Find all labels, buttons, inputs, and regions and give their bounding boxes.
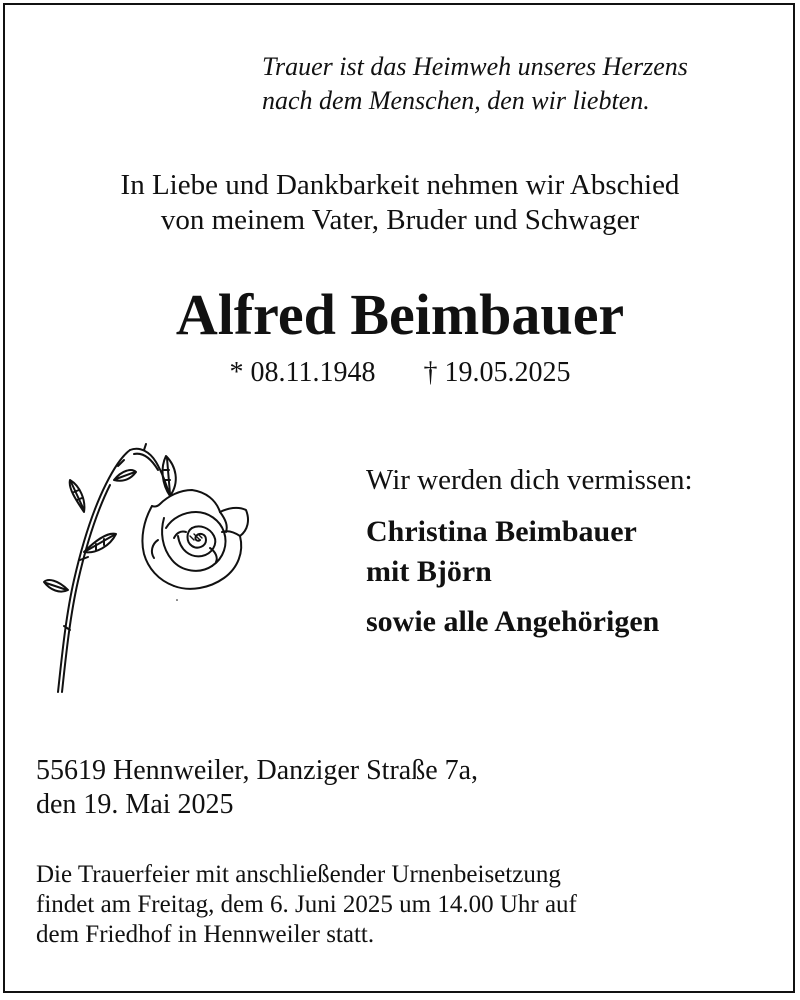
birth-date: * 08.11.1948 xyxy=(229,357,376,388)
ceremony-line-2: findet am Freitag, dem 6. Juni 2025 um 14.00 Uhr auf xyxy=(36,891,577,918)
death-date: † 19.05.2025 xyxy=(423,357,571,388)
address-line: 55619 Hennweiler, Danziger Straße 7a, xyxy=(36,755,479,786)
farewell-intro xyxy=(0,168,800,238)
motto-line-2: nach dem Menschen, den wir liebten. xyxy=(262,86,650,115)
deceased-name: Alfred Beimbauer xyxy=(175,282,625,347)
mourner-relatives: sowie alle Angehörigen xyxy=(366,605,660,638)
intro-line-1: In Liebe und Dankbarkeit nehmen wir Abschied xyxy=(120,169,680,201)
intro-line-2: von meinem Vater, Bruder und Schwager xyxy=(160,204,640,236)
place-date-line: den 19. Mai 2025 xyxy=(36,789,234,820)
motto-quote xyxy=(262,50,772,118)
ceremony-line-1: Die Trauerfeier mit anschließender Urnenbeisetzung xyxy=(36,861,561,888)
mourners-names xyxy=(366,512,786,642)
mourners-block xyxy=(366,462,786,642)
ceremony-line-3: dem Friedhof in Hennweiler statt. xyxy=(36,921,375,948)
ceremony-info xyxy=(36,860,776,950)
life-dates xyxy=(0,356,800,390)
mourner-companion: mit Björn xyxy=(366,555,492,588)
rose-icon xyxy=(40,440,255,700)
mourner-name: Christina Beimbauer xyxy=(366,515,637,548)
motto-line-1: Trauer ist das Heimweh unseres Herzens xyxy=(262,52,688,81)
address-block xyxy=(36,754,776,822)
mourners-lead: Wir werden dich vermissen: xyxy=(366,464,693,496)
